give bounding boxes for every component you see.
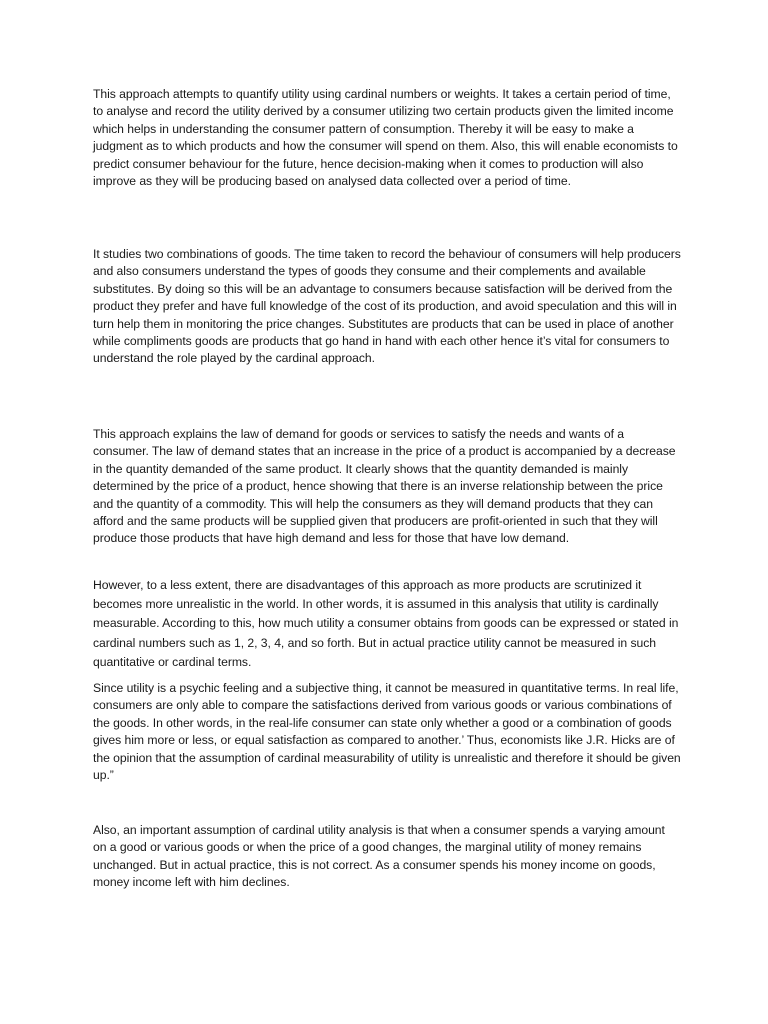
paragraph-combinations-of-goods: It studies two combinations of goods. The time taken to record the behaviour of consumers will help producers and also consumers understand the types of goods they consume and their complements and available substitutes. By doing so this will be an advantage to consumers because satisfaction will be derived from the product they prefer and have full knowledge of the cost of its production, and avoid speculation and this will in turn help them in monitoring the price changes. Substitutes are products that can be used in place of another while compliments goods are products that go hand in hand with each other hence it’s vital for consumers to understand the role played by the cardinal approach. (93, 247, 681, 366)
paragraph-law-of-demand: This approach explains the law of demand for goods or services to satisfy the needs and wants of a consumer. The law of demand states that an increase in the price of a product is accompanied by a decrease in the quantity demanded of the same product. It clearly shows that the quantity demanded is mainly determined by the price of a product, hence showing that there is an inverse relationship between the price and the quantity of a commodity. This will help the consumers as they will demand products that they can afford and the same products will be supplied given that producers are profit-oriented in such that they will produce those products that have high demand and less for those that have low demand. (93, 427, 676, 546)
paragraph-marginal-utility-money: Also, an important assumption of cardinal utility analysis is that when a consumer spends a varying amount on a good or various goods or when the price of a good changes, the marginal utility of money remains unchanged. But in actual practice, this is not correct. As a consumer spends his money income on goods, money income left with him declines. (93, 823, 665, 890)
paragraph-cardinal-quantify: This approach attempts to quantify utility using cardinal numbers or weights. It takes a certain period of time, to analyse and record the utility derived by a consumer utilizing two certain products given the limited income which helps in understanding the consumer pattern of consumption. Thereby it will be easy to make a judgment as to which products and how the consumer will spend on them. Also, this will enable economists to predict consumer behaviour for the future, hence decision-making when it comes to production will also improve as they will be producing based on analysed data collected over a period of time. (93, 87, 678, 189)
paragraph-psychic-feeling: Since utility is a psychic feeling and a subjective thing, it cannot be measured in quantitative terms. In real life, consumers are only able to compare the satisfactions derived from various goods or various combinations of the goods. In other words, in the real-life consumer can state only whether a good or a combination of goods gives him more or less, or equal satisfaction as compared to another.’ Thus, economists like J.R. Hicks are of the opinion that the assumption of cardinal measurability of utility is unrealistic and therefore it should be given up.” (93, 681, 681, 783)
paragraph-disadvantages: However, to a less extent, there are disadvantages of this approach as more products are scrutinized it becomes more unrealistic in the world. In other words, it is assumed in this analysis that utility is cardinally measurable. According to this, how much utility a consumer obtains from goods can be expressed or stated in cardinal numbers such as 1, 2, 3, 4, and so forth. But in actual practice utility cannot be measured in such quantitative or cardinal terms. (93, 578, 679, 669)
